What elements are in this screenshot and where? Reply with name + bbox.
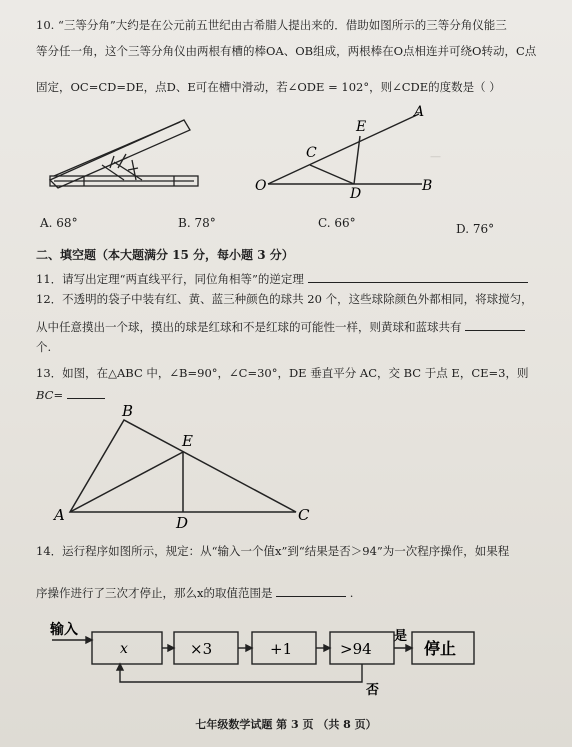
flow-yes-label: 是 (394, 629, 408, 644)
q12-answer-blank[interactable] (465, 318, 525, 331)
angle-trisection-diagram (254, 104, 434, 199)
label-B: B (122, 402, 134, 420)
q13-line2: BC= (36, 388, 64, 402)
flow-no-label: 否 (366, 683, 380, 696)
label-C: C (306, 145, 317, 161)
q13-answer-blank[interactable] (67, 386, 105, 399)
label-B: B (422, 178, 433, 194)
section-fill-in-header: 二、填空题（本大题满分 15 分，每小题 3 分） (36, 248, 294, 262)
flow-box-plus1: +1 (270, 640, 293, 658)
flow-stop-box: 停止 (424, 639, 457, 658)
label-E: E (356, 119, 367, 135)
label-O: O (255, 178, 267, 194)
label-C: C (298, 506, 310, 524)
label-A: A (54, 506, 65, 524)
flow-box-x: x (120, 641, 128, 657)
q10-option-d: D. 76° (456, 222, 495, 236)
q14-answer-blank[interactable] (276, 584, 346, 597)
q14-line2: 序操作进行了三次才停止，那么x的取值范围是 (36, 586, 273, 600)
page-footer: 七年级数学试题 第 3 页 （共 8 页） (195, 718, 377, 731)
label-A: A (414, 104, 425, 120)
q13-line1: 13．如图，在△ABC 中，∠B=90°，∠C=30°，DE 垂直平分 AC，交 BC 于点 E，CE=3，则 (36, 366, 529, 380)
program-flowchart (46, 618, 486, 696)
q10-option-c: C. 66° (318, 216, 356, 230)
q12-line2: 从中任意摸出一个球，摸出的球是红球和不是红球的可能性一样，则黄球和蓝球共有 (36, 320, 462, 334)
q12-line1: 12．不透明的袋子中装有红、黄、蓝三种颜色的球共 20 个，这些球除颜色外都相同，将球搅匀， (36, 292, 533, 306)
q14-line1: 14．运行程序如图所示，规定：从“输入一个值x”到“结果是否＞94”为一次程序操作，如果程 (36, 544, 510, 558)
flow-box-times3: ×3 (190, 640, 213, 658)
flow-input-label: 输入 (50, 622, 78, 638)
label-D: D (176, 514, 189, 532)
q10-line1: 10. “三等分角”大约是在公元前五世纪由古希腊人提出来的．借助如图所示的三等分角仪能三 (36, 18, 507, 32)
q10-line3: 固定，OC=CD=DE，点D、E可在槽中滑动，若∠ODE = 102°，则∠CDE的度数是（ ） (36, 80, 501, 94)
label-D: D (350, 186, 362, 199)
bleed-through-text: — (430, 150, 441, 163)
trisector-device-figure (44, 110, 204, 200)
q10-option-a: A. 68° (40, 216, 78, 230)
q10-option-b: B. 78° (178, 216, 216, 230)
flow-box-gt94: >94 (340, 640, 372, 658)
q11-text: 11．请写出定理“两直线平行，同位角相等”的逆定理 (36, 272, 304, 286)
q11-answer-blank[interactable] (308, 270, 528, 283)
triangle-abc-diagram (52, 402, 332, 532)
exam-page: — 10. “三等分角”大约是在公元前五世纪由古希腊人提出来的．借助如图所示的三等分角仪能三 等分任一角，这个三等分角仪由两根有槽的棒OA、OB组成，两根棒在O点相连并可绕O转动，C点 固定，OC=CD=DE，点D、E可在槽中滑动，若∠ODE = 102°，则∠CDE的度数是（ ） A E C O D B A. 68° B. 78° C. 66° D. 76° 二、填空题（本大题满分 15 分，每小题 3 分） 11．请写出定理“两直线平行，同位角相等”的逆定理 12．不透明的袋子中装有红、黄、蓝三种颜色的球共 20 个，这些球除颜色外都相同，将球搅匀， 从中任意摸出一个球，摸出的球是红球和不是红球的可能性一样，则黄球和蓝球共有 个. 13．如图，在△ABC 中，∠B=90°，∠C=30°，DE 垂直平分 AC，交 BC 于点 E，CE=3，则 BC= B E A D C 14．运行程序如图所示，规定：从“输入一个值x”到“结果是否＞94”为一次程序操作，如果程 序操作进行了三次才停止，那么x的取值范围是 . 输入 x ×3 +1 >94 是 否 停止 七年级数学试题 第 3 页 （共 8 页） (0, 0, 572, 747)
q12-line3: 个. (36, 340, 52, 354)
label-E: E (182, 432, 193, 450)
q10-line2: 等分任一角，这个三等分角仪由两根有槽的棒OA、OB组成，两根棒在O点相连并可绕O转动，C点 (36, 44, 537, 58)
